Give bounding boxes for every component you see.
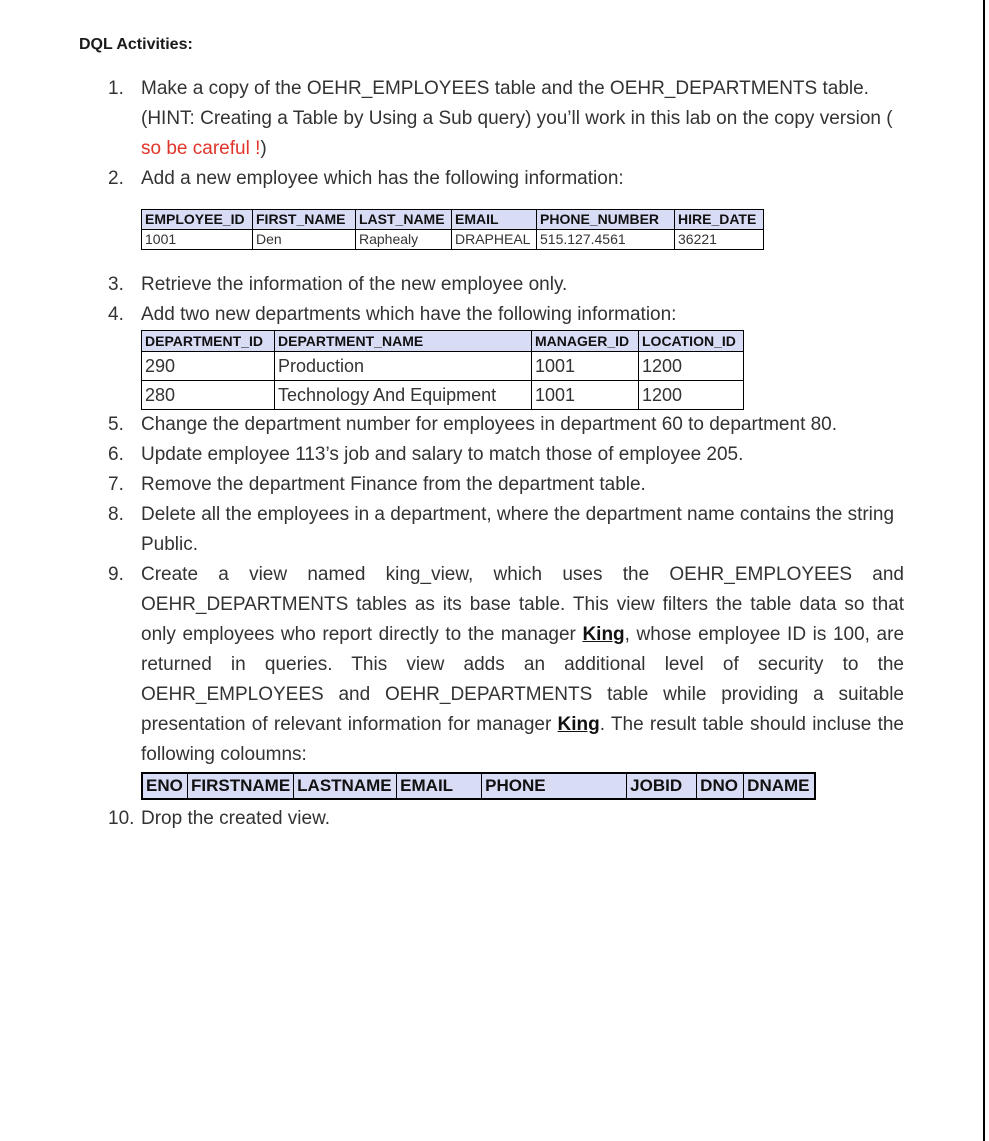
task-text: Add a new employee which has the following information: [141,168,624,189]
task-7 [108,470,904,500]
column-header: FIRST_NAME [253,210,356,230]
task-number: 6. [108,444,124,465]
task-text-part: Create a view named king_view, which uses the OEHR_EMPLOYEES and OEHR_DEPARTMENTS tables as its base table. This view filters the table data so that only employees who report directly to the manager [141,564,904,645]
column-header: PHONE_NUMBER [537,210,675,230]
task-9 [108,560,904,800]
task-text [141,560,904,770]
department-table [141,330,744,410]
section-heading: DQL Activities: [79,36,193,53]
task-text: Update employee 113’s job and salary to match those of employee 205. [141,444,744,465]
manager-name: King [557,714,600,735]
column-header: JOBID [627,773,697,799]
task-number: 5. [108,414,124,435]
table-cell: Production [275,352,532,381]
table-cell: 36221 [675,230,764,250]
table-header-row [142,773,815,799]
task-text-part: . The result table should incluse the following coloumns: [141,714,904,765]
task-number: 4. [108,304,124,325]
task-number: 10. [108,808,135,829]
column-header: HIRE_DATE [675,210,764,230]
table-cell: 1001 [532,381,639,410]
column-header: LASTNAME [294,773,397,799]
task-text: Add two new departments which have the following information: [141,304,677,325]
table-cell: Den [253,230,356,250]
task-number: 7. [108,474,124,495]
column-header: FIRSTNAME [188,773,294,799]
table-row [142,381,744,410]
task-number: 9. [108,564,124,585]
table-cell: 1001 [142,230,253,250]
task-6 [108,440,904,470]
column-header: EMPLOYEE_ID [142,210,253,230]
column-header: LOCATION_ID [639,331,744,352]
task-text-end: ) [260,138,267,159]
column-header: MANAGER_ID [532,331,639,352]
column-header: EMAIL [397,773,482,799]
task-number: 3. [108,274,124,295]
manager-name: King [582,624,625,645]
table-cell: 1200 [639,381,744,410]
task-1 [108,74,904,164]
column-header: LAST_NAME [356,210,452,230]
view-columns-table [141,772,816,800]
table-cell: Technology And Equipment [275,381,532,410]
task-text: Make a copy of the OEHR_EMPLOYEES table and the OEHR_DEPARTMENTS table. (HINT: Creating a Table by Using a Sub query) you’ll work in this lab on the copy version ( [141,78,893,129]
task-3 [108,270,904,300]
column-header: DEPARTMENT_NAME [275,331,532,352]
column-header: DEPARTMENT_ID [142,331,275,352]
table-cell: Raphealy [356,230,452,250]
column-header: DNO [697,773,744,799]
task-text: Delete all the employees in a department, where the department name contains the string Public. [141,504,895,555]
task-10 [108,804,904,834]
task-number: 1. [108,78,124,99]
column-header: DNAME [744,773,816,799]
task-4 [108,300,904,410]
table-cell: 1200 [639,352,744,381]
task-text: Remove the department Finance from the department table. [141,474,646,495]
table-header-row [142,331,744,352]
table-row [142,230,764,250]
table-cell: 1001 [532,352,639,381]
task-text: Change the department number for employees in department 60 to department 80. [141,414,838,435]
task-text-part: , whose employee ID is 100, are returned in queries. This view adds an additional level of security to the OEHR_EMPLOYEES and OEHR_DEPARTMENTS table while providing a suitable presentation of relevant information for manager [141,624,905,735]
column-header: EMAIL [452,210,537,230]
table-cell: 280 [142,381,275,410]
table-cell: 515.127.4561 [537,230,675,250]
table-row [142,352,744,381]
task-number: 2. [108,168,124,189]
task-text: Retrieve the information of the new employee only. [141,274,568,295]
table-header-row [142,210,764,230]
task-2 [108,164,904,250]
activity-list [108,74,904,834]
task-number: 8. [108,504,124,525]
table-cell: 290 [142,352,275,381]
page-right-edge [983,0,985,1141]
table-cell: DRAPHEAL [452,230,537,250]
task-text: Drop the created view. [141,808,331,829]
task-5 [108,410,904,440]
employee-table [141,209,764,250]
warning-text: so be careful ! [141,138,261,159]
task-8 [108,500,904,560]
column-header: ENO [142,773,188,799]
column-header: PHONE [482,773,627,799]
